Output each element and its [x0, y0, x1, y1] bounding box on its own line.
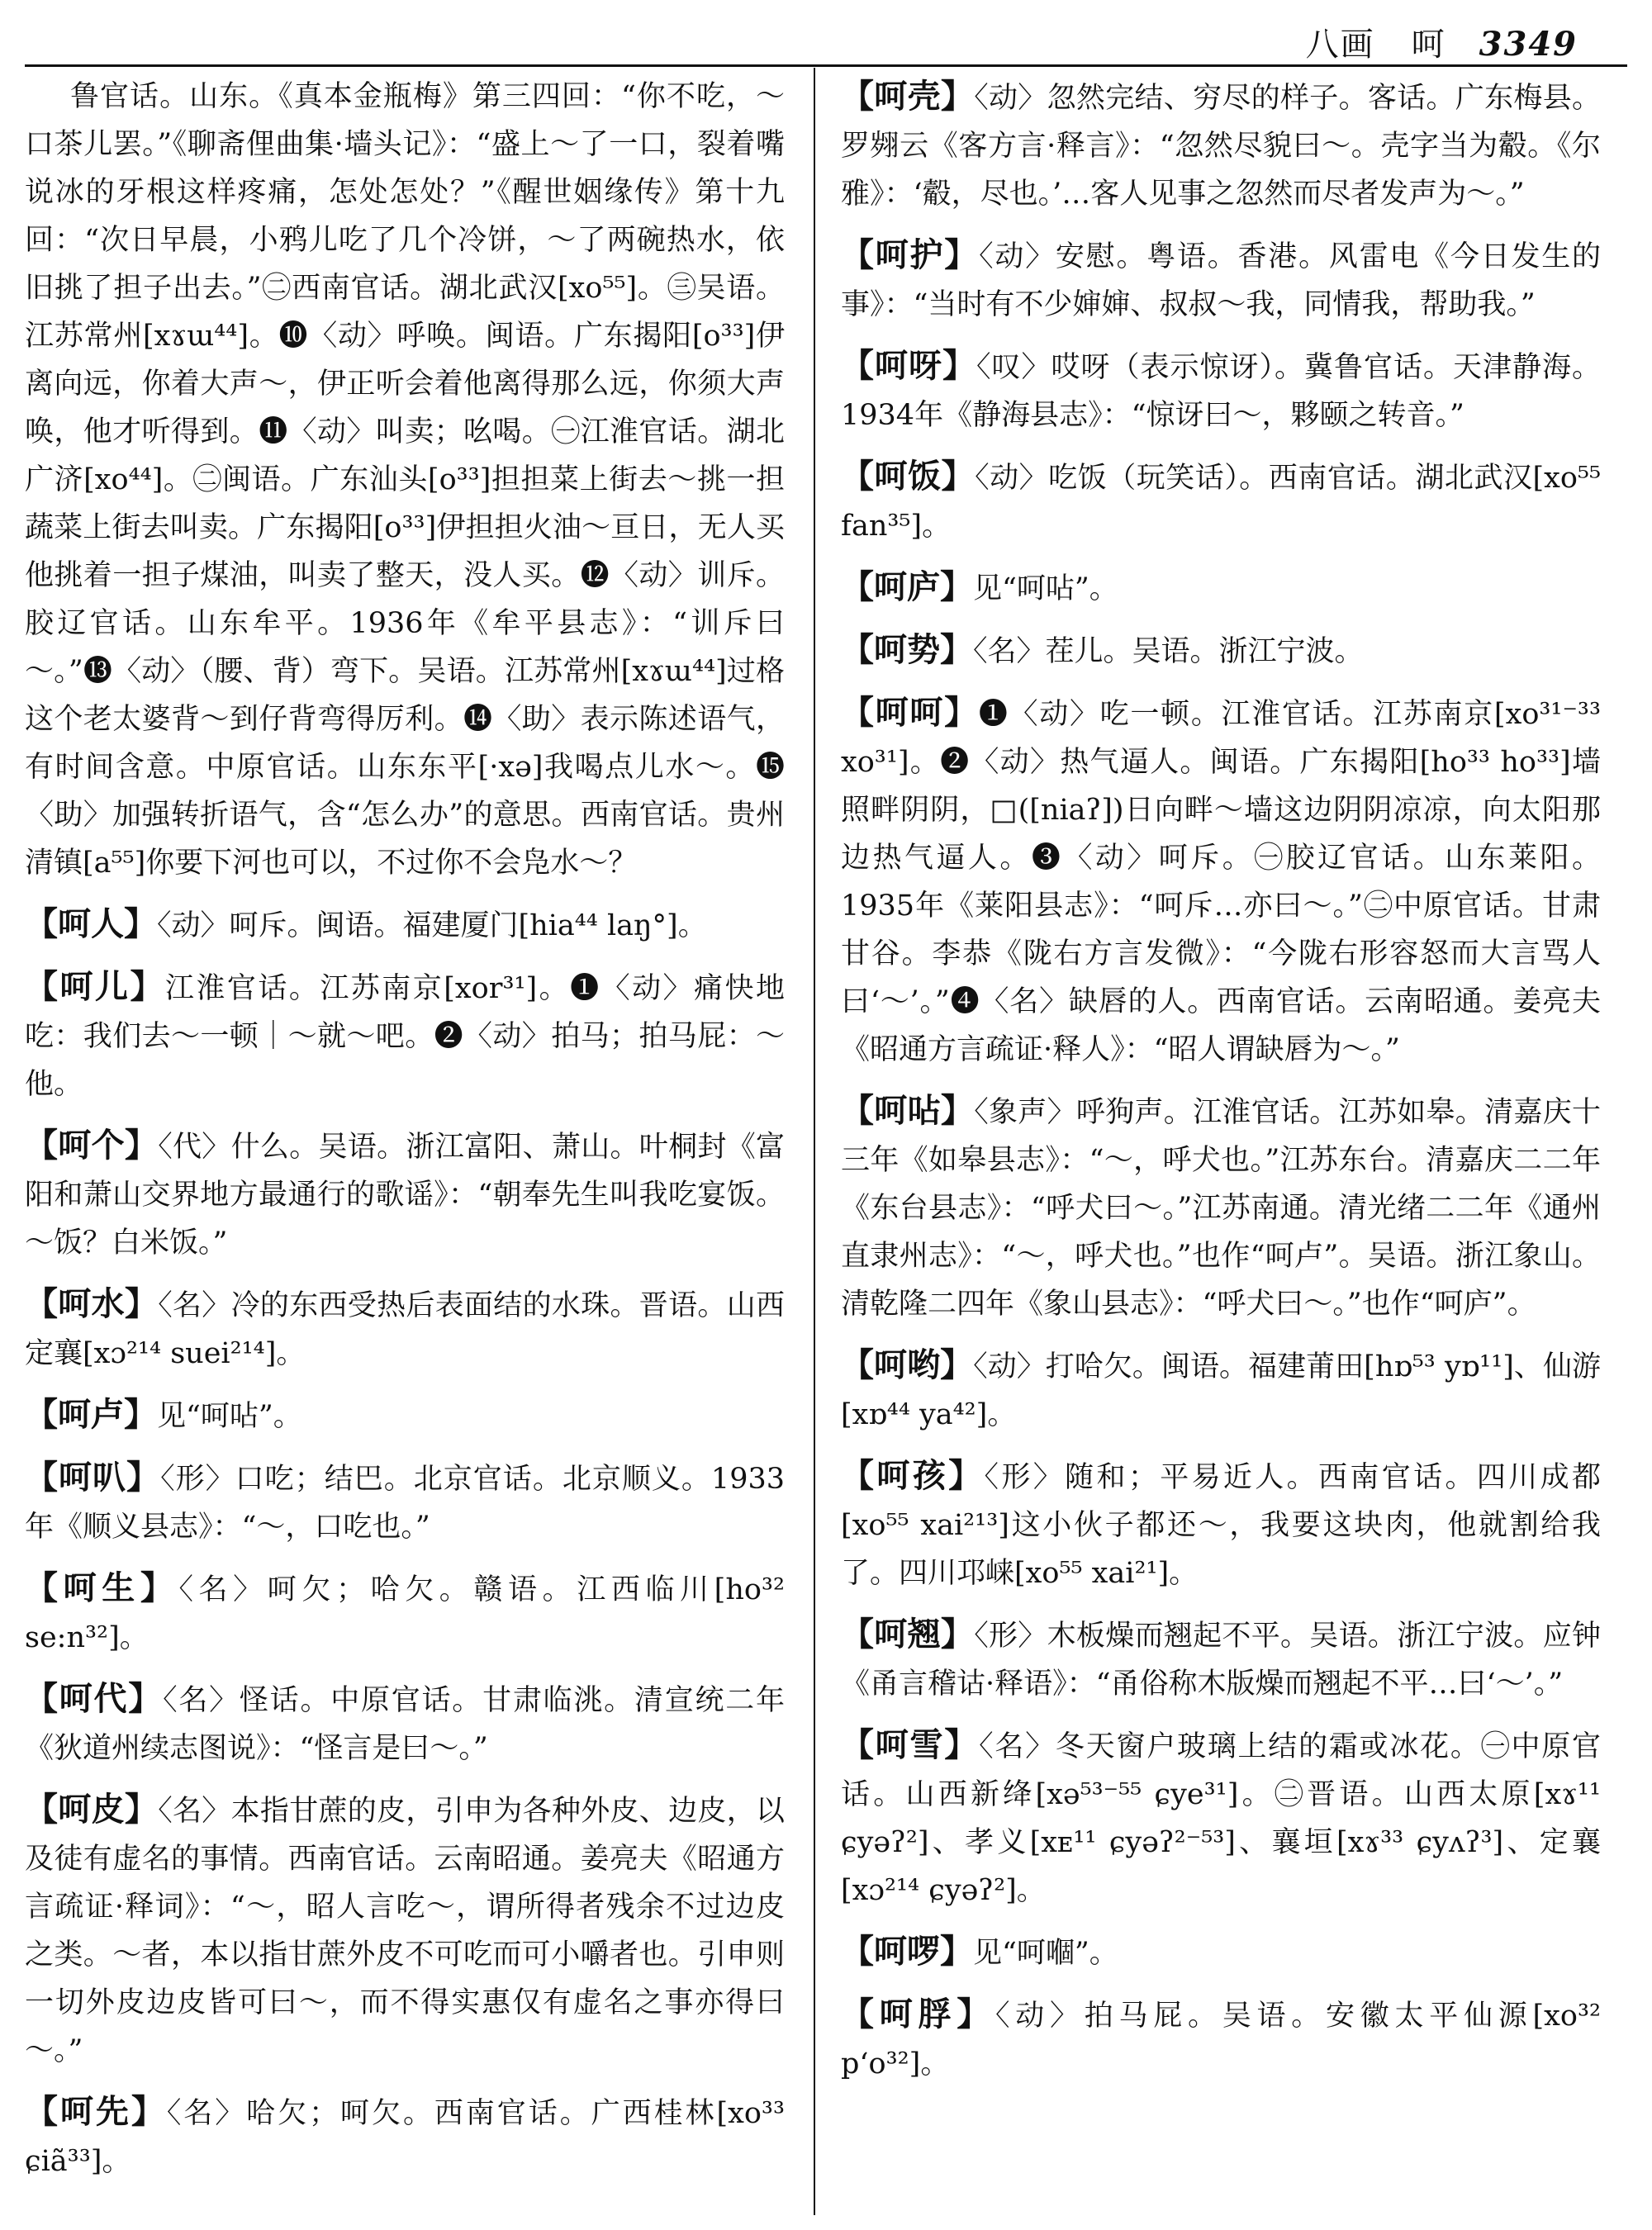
entry-body: ❶〈动〉吃一顿。江淮官话。江苏南京[xo³¹⁻³³ xo³¹]。❷〈动〉热气逼人。闽语。广东揭阳[ho³³ ho³³]墙照畔阴阴，□([niaʔ])日向畔～墙这边阴阴凉凉，向太阳那边热气逼人。❸〈动〉呵斥。㊀胶辽官话。山东莱阳。1935年《莱阳县志》：“呵斥…亦曰～。”㊁中原官话。甘肃甘谷。李恭《陇右方言发微》：“今陇右形容怒而大言骂人曰‘～’。”❹〈名〉缺唇的人。西南官话。云南昭通。姜亮夫《昭通方言疏证·释人》：“昭人谓缺唇为～。” — [841, 698, 1601, 1066]
dictionary-entry — [841, 1341, 1601, 1439]
entry-body: 〈动〉吃饭（玩笑话）。西南官话。湖北武汉[xo⁵⁵ fan³⁵]。 — [841, 462, 1601, 543]
entry-headword: 【呵势】 — [841, 630, 973, 669]
dictionary-entry — [841, 1721, 1601, 1914]
column-divider — [814, 68, 815, 2215]
entry-headword: 【呵饭】 — [841, 457, 976, 496]
dictionary-entry — [25, 1391, 785, 1440]
entry-headword: 【呵雪】 — [841, 1725, 980, 1764]
dictionary-entry — [25, 2088, 785, 2185]
dictionary-entry — [841, 689, 1601, 1074]
entry-headword: 【呵叭】 — [25, 1458, 161, 1497]
dictionary-entry — [25, 963, 785, 1108]
entry-body: 见“呵呫”。 — [157, 1400, 302, 1433]
header-rule — [25, 64, 1627, 67]
dictionary-entry — [841, 1452, 1601, 1597]
right-column — [841, 73, 1601, 2212]
entry-body: 〈名〉怪话。中原官话。甘肃临洮。清宣统二年《狄道州续志图说》：“怪言是曰～。” — [25, 1684, 785, 1765]
entry-body: 见“呵嗰”。 — [973, 1937, 1118, 1970]
dictionary-entry — [25, 900, 785, 950]
dictionary-entry — [841, 1990, 1601, 2088]
entry-headword: 【呵护】 — [841, 235, 980, 274]
entry-body: 〈动〉打哈欠。闽语。福建莆田[hɒ⁵³ yɒ¹¹]、仙游[xɒ⁴⁴ ya⁴²]。 — [841, 1350, 1601, 1431]
entry-headword: 【呵卢】 — [25, 1395, 157, 1434]
entry-headword: 【呵庐】 — [841, 567, 973, 606]
entry-body: 〈形〉随和；平易近人。西南官话。四川成都[xo⁵⁵ xai²¹³]这小伙子都还～，我要这块肉，他就割给我了。四川邛崃[xo⁵⁵ xai²¹]。 — [841, 1461, 1601, 1590]
dictionary-entry — [841, 563, 1601, 613]
entry-body: 〈形〉口吃；结巴。北京官话。北京顺义。1933年《顺义县志》：“～，口吃也。” — [25, 1463, 785, 1544]
entry-headword: 【呵脬】 — [841, 1995, 995, 2033]
entry-body: 〈形〉木板燥而翘起不平。吴语。浙江宁波。应钟《甬言稽诂·释语》：“甬俗称木版燥而翘起不平…曰‘～’。” — [841, 1620, 1601, 1701]
entry-body: 鲁官话。山东。《真本金瓶梅》第三四回：“你不吃，～口茶儿罢。”《聊斋俚曲集·墙头记》：“盛上～了一口，裂着嘴说冰的牙根这样疼痛，怎处怎处？”《醒世姻缘传》第十九回：“次日早晨，小鸦儿吃了几个冷饼，～了两碗热水，依旧挑了担子出去。”㊁西南官话。湖北武汉[xo⁵⁵]。㊂吴语。江苏常州[xɤɯ⁴⁴]。❿〈动〉呼唤。闽语。广东揭阳[o³³]伊离向远，你着大声～，伊正听会着他离得那么远，你须大声唤，他才听得到。⓫〈动〉叫卖；吆喝。㊀江淮官话。湖北广济[xo⁴⁴]。㊁闽语。广东汕头[o³³]担担菜上街去～挑一担蔬菜上街去叫卖。广东揭阳[o³³]伊担担火油～亘日，无人买他挑着一担子煤油，叫卖了整天，没人买。⓬〈动〉训斥。胶辽官话。山东牟平。1936年《牟平县志》：“训斥曰～。”⓭〈动〉（腰、背）弯下。吴语。江苏常州[xɤɯ⁴⁴]过格这个老太婆背～到仔背弯得厉利。⓮〈助〉表示陈述语气，有时间含意。中原官话。山东东平[·xə]我喝点儿水～。⓯〈助〉加强转折语气，含“怎么办”的意思。西南官话。贵州清镇[a⁵⁵]你要下河也可以，不过你不会凫水～？ — [25, 80, 785, 880]
header-character: 呵 — [1411, 26, 1446, 64]
entry-body: 〈名〉呵欠；哈欠。赣语。江西临川[ho³² se:n³²]。 — [25, 1573, 785, 1654]
entry-body: 江淮官话。江苏南京[xor³¹]。❶〈动〉痛快地吃：我们去～一顿｜～就～吧。❷〈动〉拍马；拍马屁：～他。 — [25, 972, 785, 1101]
entry-headword: 【呵呵】 — [841, 693, 979, 732]
dictionary-entry — [841, 231, 1601, 329]
continued-entry — [25, 73, 785, 887]
dictionary-entry — [841, 626, 1601, 676]
dictionary-entry — [841, 453, 1601, 550]
entry-headword: 【呵呀】 — [841, 346, 976, 385]
entry-headword: 【呵水】 — [25, 1284, 159, 1323]
page-header — [1306, 18, 1578, 65]
dictionary-entry — [25, 1280, 785, 1378]
page-number: 3349 — [1479, 25, 1578, 64]
entry-body: 〈动〉忽然完结、穷尽的样子。客话。广东梅县。罗翙云《客方言·释言》：“忽然尽貌曰～。壳字当为觳。《尔雅》：‘觳，尽也。’…客人见事之忽然而尽者发声为～。” — [841, 82, 1601, 211]
entry-body: 〈动〉拍马屁。吴语。安徽太平仙源[xo³² p‘o³²]。 — [841, 2000, 1601, 2081]
dictionary-entry — [25, 1786, 785, 2075]
entry-body: 〈名〉冬天窗户玻璃上结的霜或冰花。㊀中原官话。山西新绛[xə⁵³⁻⁵⁵ ɕye³¹]。㊁晋语。山西太原[xɤ¹¹ ɕyəʔ²]、孝义[xᴇ¹¹ ɕyəʔ²⁻⁵³]、襄垣[xɤ³³ ɕyʌʔ³]、定襄[xɔ²¹⁴ ɕyəʔ²]。 — [841, 1730, 1601, 1907]
entry-headword: 【呵翘】 — [841, 1615, 975, 1654]
entry-headword: 【呵壳】 — [841, 77, 975, 116]
entry-body: 〈名〉冷的东西受热后表面结的水珠。晋语。山西定襄[xɔ²¹⁴ suei²¹⁴]。 — [25, 1289, 785, 1370]
entry-headword: 【呵孩】 — [841, 1456, 985, 1495]
entry-headword: 【呵生】 — [25, 1568, 179, 1607]
entry-body: 〈象声〉呼狗声。江淮官话。江苏如皋。清嘉庆十三年《如皋县志》：“～，呼犬也。”江苏东台。清嘉庆二二年《东台县志》：“呼犬曰～。”江苏南通。清光绪二二年《通州直隶州志》：“～，呼犬也。”也作“呵卢”。吴语。浙江象山。清乾隆二四年《象山县志》：“呼犬曰～。”也作“呵庐”。 — [841, 1096, 1601, 1321]
dictionary-entry — [25, 1454, 785, 1551]
dictionary-entry — [841, 1611, 1601, 1708]
dictionary-entry — [841, 342, 1601, 439]
entry-body: 〈动〉呵斥。闽语。福建厦门[hia⁴⁴ laŋ°]。 — [157, 909, 707, 942]
entry-headword: 【呵个】 — [25, 1126, 159, 1165]
entry-body: 〈代〉什么。吴语。浙江富阳、萧山。叶桐封《富阳和萧山交界地方最通行的歌谣》：“朝奉先生叫我吃宴饭。～饭？白米饭。” — [25, 1131, 785, 1260]
entry-body: 〈名〉本指甘蔗的皮，引申为各种外皮、边皮，以及徒有虚名的事情。西南官话。云南昭通。姜亮夫《昭通方言疏证·释词》：“～，昭人言吃～，谓所得者残余不过边皮之类。～者，本以指甘蔗外皮不可吃而可小嚼者也。引申则一切外皮边皮皆可曰～，而不得实惠仅有虚名之事亦得曰～。” — [25, 1795, 785, 2067]
entry-body: 〈叹〉哎呀（表示惊讶）。冀鲁官话。天津静海。1934年《静海县志》：“惊讶曰～，夥颐之转音。” — [841, 351, 1601, 432]
left-column — [25, 73, 785, 2212]
entry-headword: 【呵啰】 — [841, 1932, 973, 1971]
entry-headword: 【呵皮】 — [25, 1790, 159, 1829]
entry-body: 〈动〉安慰。粤语。香港。风雷电《今日发生的事》：“当时有不少婶婶、叔叔～我，同情我，帮助我。” — [841, 240, 1601, 321]
entry-headword: 【呵先】 — [25, 2092, 167, 2131]
entry-body: 见“呵呫”。 — [973, 572, 1118, 605]
entry-headword: 【呵人】 — [25, 904, 157, 943]
entry-headword: 【呵呫】 — [841, 1091, 975, 1130]
entry-body: 〈名〉茬儿。吴语。浙江宁波。 — [973, 635, 1364, 668]
section-label: 八画 — [1305, 26, 1375, 64]
dictionary-entry — [841, 1928, 1601, 1977]
entry-headword: 【呵代】 — [25, 1679, 164, 1718]
entry-body: 〈名〉哈欠；呵欠。西南官话。广西桂林[xo³³ ɕiã³³]。 — [25, 2097, 785, 2178]
dictionary-entry — [841, 1087, 1601, 1328]
entry-headword: 【呵哟】 — [841, 1345, 974, 1384]
dictionary-entry — [25, 1675, 785, 1772]
dictionary-entry — [841, 73, 1601, 218]
dictionary-entry — [25, 1122, 785, 1267]
entry-headword: 【呵儿】 — [25, 967, 165, 1006]
dictionary-entry — [25, 1564, 785, 1662]
